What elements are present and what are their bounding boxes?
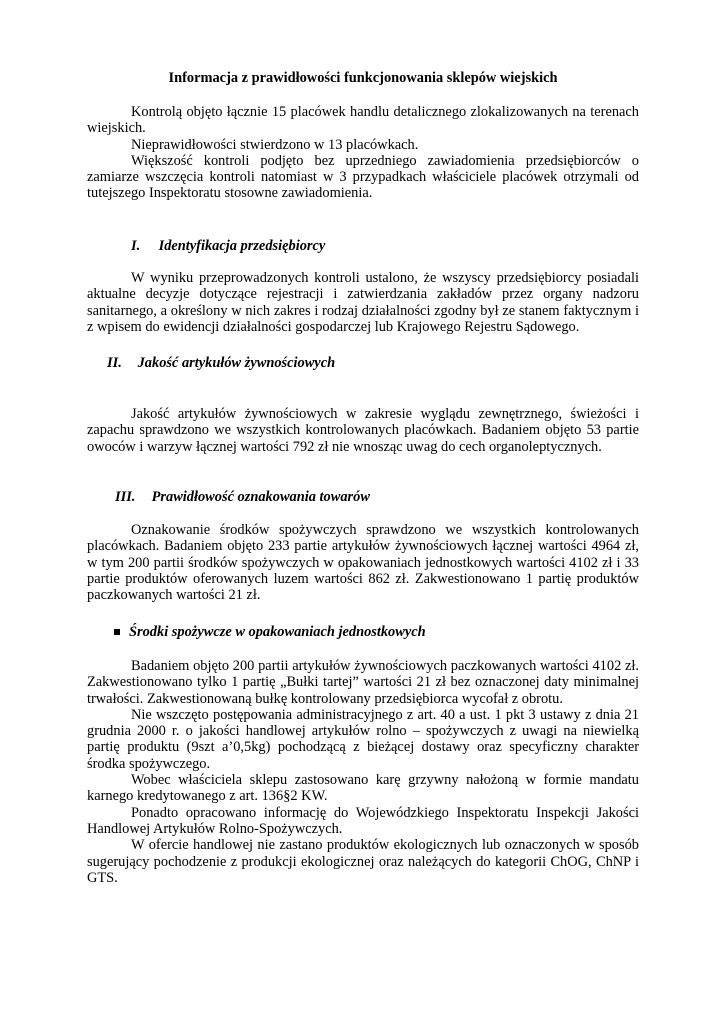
square-bullet-icon	[114, 629, 120, 635]
section-2-title: Jakość artykułów żywnościowych	[137, 355, 336, 371]
bullet-paragraph: W ofercie handlowej nie zastano produktów ekologicznych lub oznaczonych w sposób sugerujący pochodzenie z produkcji ekologicznej oraz należących do kategorii ChOG, ChNP i GTS.	[87, 837, 639, 886]
bullet-paragraph: Badaniem objęto 200 partii artykułów żywnościowych paczkowanych wartości 4102 zł. Zakwestionowano tylko 1 partię „Bułki tartej” wartości 21 zł bez oznaczonej daty minimalnej trwałości. Zakwestionowaną bułkę kontrolowany przedsiębiorca wycofał z obrotu.	[87, 658, 639, 707]
section-1-title: Identyfikacja przedsiębiorcy	[158, 238, 326, 254]
section-1-number: I.	[131, 238, 141, 254]
section-2-heading	[107, 355, 335, 371]
intro-block	[87, 104, 639, 202]
intro-paragraph: Kontrolą objęto łącznie 15 placówek handlu detalicznego zlokalizowanych na terenach wiejskich.	[87, 104, 639, 137]
bullet-heading-text: Środki spożywcze w opakowaniach jednostkowych	[129, 624, 426, 640]
section-2-paragraph: Jakość artykułów żywnościowych w zakresie wyglądu zewnętrznego, świeżości i zapachu sprawdzono we wszystkich kontrolowanych placówkach. Badaniem objęto 53 partie owoców i warzyw łącznej wartości 792 zł nie wnosząc uwag do cech organoleptycznych.	[87, 406, 639, 455]
section-2-number: II.	[107, 355, 122, 371]
bullet-body	[87, 658, 639, 886]
section-3-heading	[115, 489, 370, 505]
section-3-paragraph: Oznakowanie środków spożywczych sprawdzono we wszystkich kontrolowanych placówkach. Badaniem objęto 233 partie artykułów żywnościowych łącznej wartości 4964 zł, w tym 200 partii środków spożywczych w opakowaniach jednostkowych wartości 4102 zł i 33 partie produktów oferowanych luzem wartości 862 zł. Zakwestionowano 1 partię produktów paczkowanych wartości 21 zł.	[87, 522, 639, 604]
section-1-heading	[131, 238, 325, 254]
bullet-paragraph: Wobec właściciela sklepu zastosowano karę grzywny nałożoną w formie mandatu karnego kredytowanego z art. 136§2 KW.	[87, 772, 639, 805]
section-2-body	[87, 406, 639, 455]
bullet-heading	[114, 624, 426, 640]
section-3-number: III.	[115, 489, 136, 505]
intro-paragraph: Nieprawidłowości stwierdzono w 13 placówkach.	[131, 136, 419, 153]
bullet-paragraph: Nie wszczęto postępowania administracyjnego z art. 40 a ust. 1 pkt 3 ustawy z dnia 21 grudnia 2000 r. o jakości handlowej artykułów rolno – spożywczych z uwagi na niewielką partię produktu (9szt a’0,5kg) pochodzącą z bieżącej dostawy oraz specyficzny charakter środka spożywczego.	[87, 706, 639, 772]
document-title: Informacja z prawidłowości funkcjonowania sklepów wiejskich	[168, 70, 558, 86]
section-3-body	[87, 522, 639, 603]
section-1-paragraph: W wyniku przeprowadzonych kontroli ustalono, że wszyscy przedsiębiorcy posiadali aktualne decyzje dotyczące rejestracji i zatwierdzania zakładów przez organy nadzoru sanitarnego, a określony w nich zakres i rodzaj działalności zgodny był ze stanem faktycznym i z wpisem do ewidencji działalności gospodarczej lub Krajowego Rejestru Sądowego.	[87, 270, 639, 335]
intro-paragraph: Większość kontroli podjęto bez uprzedniego zawiadomienia przedsiębiorców o zamiarze wszczęcia kontroli natomiast w 3 przypadkach właściciele placówek otrzymali od tutejszego Inspektoratu stosowne zawiadomienia.	[87, 152, 639, 202]
section-1-body	[87, 270, 639, 335]
bullet-paragraph: Ponadto opracowano informację do Wojewódzkiego Inspektoratu Inspekcji Jakości Handlowej Artykułów Rolno-Spożywczych.	[87, 804, 639, 837]
section-3-title: Prawidłowość oznakowania towarów	[151, 489, 370, 505]
